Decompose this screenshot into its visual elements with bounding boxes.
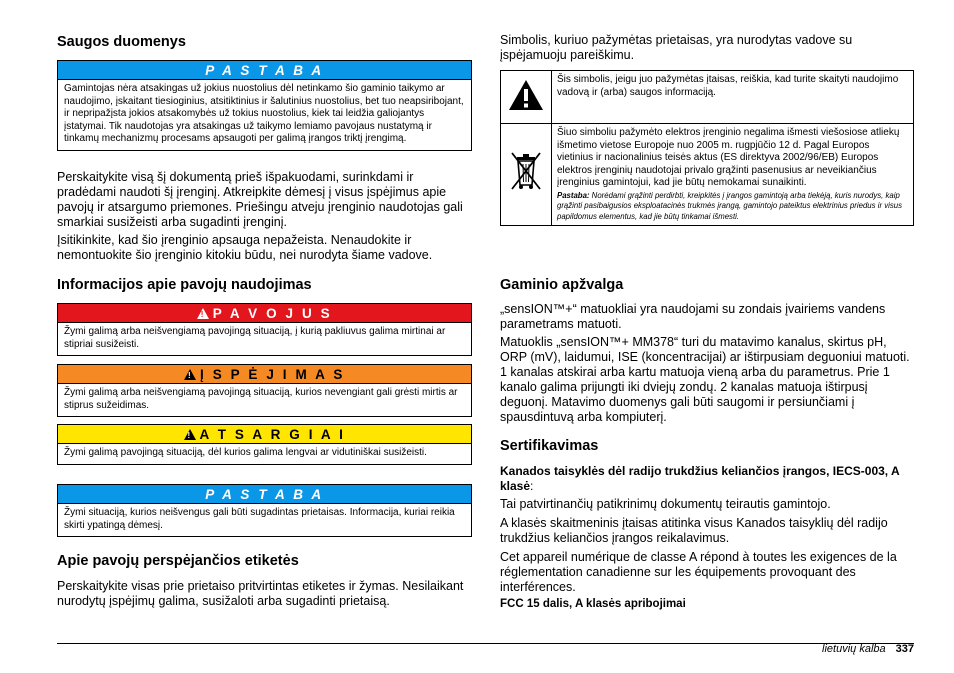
- fcc-title: FCC 15 dalis, A klasės apribojimai: [500, 598, 686, 610]
- note-label: Pastaba:: [557, 190, 590, 200]
- paragraph: Perskaitykite visą šį dokumentą prieš išpakuodami, surinkdami ir pradėdami naudoti šį įrenginį. Atkreipkite dėmesį į visus įspėjimus apie pavojų ir atsargumo priemones. Priešingu atveju įrenginio naudotojas gali smarkiai susižeisti arba sugadinti įrenginį.: [57, 170, 463, 229]
- footer: [822, 643, 914, 655]
- note-header: P A S T A B A: [58, 61, 471, 80]
- table-row: [501, 71, 914, 124]
- warning-header: Į S P Ė J I M A S: [200, 366, 345, 382]
- footer-language: lietuvių kalba: [822, 643, 886, 655]
- warning-triangle-icon: [508, 79, 544, 111]
- table-row: [501, 124, 914, 226]
- note-text: Norėdami grąžinti perdirbti, kreipkitės į įrangos gamintoją arba tiekėją, kuris nurodys, kaip grąžinti pasibaigusios eksploatacinės trukmės įrangą, gamintojo pateiktus elektrinius priedus ir visus papildomus elementus, kad jie būtų tinkamai išmesti.: [557, 190, 902, 221]
- warning-triangle-icon: [184, 429, 196, 440]
- note-box-1: [57, 60, 472, 151]
- cert-title: Sertifikavimas: [500, 438, 599, 454]
- paragraph: Cet appareil numérique de classe A répond à toutes les exigences de la réglementation canadienne sur les équipements provoquant des interférences.: [500, 550, 897, 594]
- caution-header: A T S A R G I A I: [199, 426, 346, 442]
- warning-box: [57, 364, 472, 417]
- colon: :: [530, 479, 534, 493]
- paragraph: Simbolis, kuriuo pažymėtas prietaisas, yra nurodytas vadove su įspėjamuoju pareiškimu.: [500, 33, 853, 62]
- danger-box: [57, 303, 472, 356]
- crossed-bin-icon: [509, 149, 543, 195]
- warning-triangle-icon: [197, 308, 209, 319]
- symbol-description: Šis simbolis, jeigu juo pažymėtas įtaisas, reiškia, kad turite skaityti naudojimo vadovą ir (arba) saugos informaciją.: [552, 71, 914, 124]
- caution-text: Žymi galimą pavojingą situaciją, dėl kurios galima lengvai ar vidutiniškai susižeisti.: [64, 447, 427, 458]
- hazard-title: Informacijos apie pavojų naudojimas: [57, 277, 312, 293]
- overview-title: Gaminio apžvalga: [500, 277, 624, 293]
- labels-title: Apie pavojų perspėjančios etiketės: [57, 553, 299, 569]
- paragraph: A klasės skaitmeninis įtaisas atitinka visus Kanados taisyklių dėl radijo trukdžius keliančios įrangos reikalavimus.: [500, 516, 888, 545]
- symbol-table: [500, 70, 914, 226]
- note-header: P A S T A B A: [58, 485, 471, 504]
- danger-header: P A V O J U S: [212, 305, 333, 321]
- footer-divider: [57, 643, 914, 644]
- note-text: Žymi situaciją, kurios neišvengus gali būti sugadintas prietaisas. Informacija, kuriai reikia skirti ypatingą dėmesį.: [64, 507, 455, 531]
- paragraph: „sensION™+“ matuokliai yra naudojami su zondais įvairiems vandens parametrams matuoti.: [500, 302, 886, 331]
- note-box-2: [57, 484, 472, 537]
- paragraph: Įsitikinkite, kad šio įrenginio apsauga nepažeista. Nenaudokite ir nemontuokite šio įrenginio kitokiu būdu, nei nurodyta šiame vadove.: [57, 233, 433, 262]
- page-number: 337: [895, 643, 914, 655]
- cert-subtitle: Kanados taisyklės dėl radijo trukdžius keliančios įrangos, IECS-003, A klasė: [500, 464, 900, 493]
- paragraph: Matuoklis „sensION™+ MM378“ turi du matavimo kanalus, skirtus pH, ORP (mV), laidumui, ISE (koncentracijai) ar ištirpusiam deguoniui matuoti. 1 kanalas atskirai arba kartu matuoja vieną arba du parametrus. Prie 1 kanalo galima prijungti iki dviejų zondų. 2 kanalas matuoja ištirpusį deguonį. Matavimo duomenys gali būti saugomi ir persiunčiami į spausdintuvą arba kompiuterį.: [500, 335, 910, 424]
- caution-box: [57, 424, 472, 465]
- warning-triangle-icon: [184, 369, 196, 380]
- paragraph: Tai patvirtinančių patikrinimų dokumentų teirautis gamintojo.: [500, 497, 831, 511]
- safety-title: Saugos duomenys: [57, 34, 186, 50]
- warning-text: Žymi galimą arba neišvengiamą pavojingą situaciją, kurios nevengiant gali grėsti mirtis ar stiprus sužeidimas.: [64, 387, 458, 411]
- symbol-description: Šiuo simboliu pažymėto elektros įrenginio negalima išmesti viešosiose atliekų išmetimo vietose Europoje nuo 2005 m. rugpjūčio 12 d. Pagal Europos vietinius ir nacionalinius teisės aktus (ES direktyva 2002/96/EB) Europos elektros įrenginių naudotojai privalo grąžinti pasenusius ar neveikiančius įrenginius gamintojui, kad jie būtų nemokamai sunaikinti.: [557, 127, 900, 188]
- paragraph: Perskaitykite visas prie prietaiso pritvirtintas etiketes ir žymas. Nesilaikant nurodytų įspėjimų galima, susižaloti arba sugadinti prietaisą.: [57, 579, 464, 608]
- danger-text: Žymi galimą arba neišvengiamą pavojingą situaciją, į kurią pakliuvus galima mirtinai ar stipriai susižeisti.: [64, 326, 446, 350]
- note-text: Gamintojas nėra atsakingas už jokius nuostolius dėl netinkamo šio gaminio taikymo ar naudojimo, įskaitant tiesioginius, atsitiktinius ir šalutinius nuostolius, bet tuo neapsiribojant, ir nepripažįsta jokios atsakomybės už tokius nuostolius, kiek tai leidžia galiojantys įstatymai. Tik naudotojas yra atsakingas už taikymo lemiamo pavojaus nustatymą ir tinkamų mechanizmų procesams apsaugoti per galimą įrangos triktį įrengimą.: [64, 83, 464, 144]
